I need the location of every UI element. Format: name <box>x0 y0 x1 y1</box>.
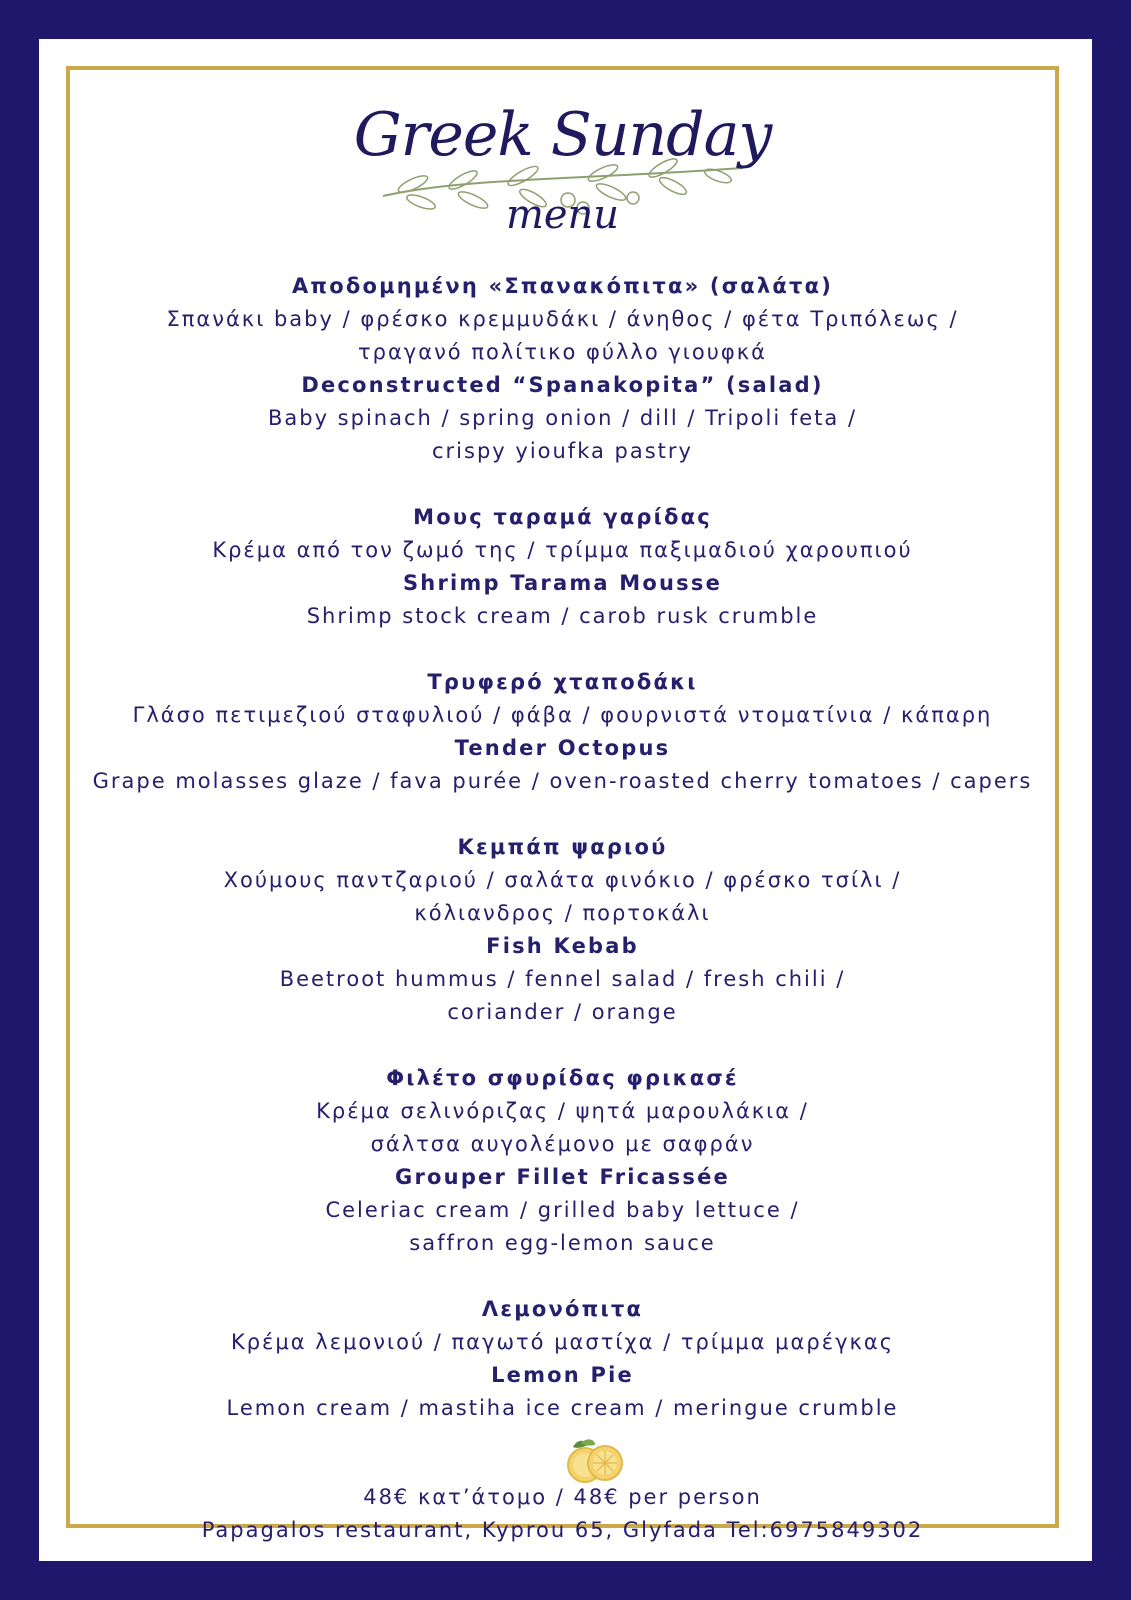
course-greek-title: Κεμπάπ ψαριού <box>457 835 668 859</box>
lemon-slices-icon <box>563 1437 627 1485</box>
course-greek-desc: τραγανό πολίτικο φύλλο γιουφκά <box>357 340 767 364</box>
course-greek-desc: Σπανάκι baby / φρέσκο κρεμμυδάκι / άνηθος / φέτα Τριπόλεως / <box>166 307 959 331</box>
course-greek-desc: Χούμους παντζαριού / σαλάτα φινόκιο / φρέσκο τσίλι / <box>223 868 902 892</box>
logo-subtitle: menu <box>505 192 620 238</box>
course-english-title: Deconstructed “Spanakopita” (salad) <box>301 373 824 397</box>
course-tarama <box>70 501 1055 633</box>
course-greek-title: Φιλέτο σφυρίδας φρικασέ <box>386 1066 739 1090</box>
menu-footer <box>70 1481 1055 1547</box>
course-greek-title: Μους ταραμά γαρίδας <box>413 505 712 529</box>
course-english-desc: Baby spinach / spring onion / dill / Tripoli feta / <box>267 406 858 430</box>
gold-frame <box>66 66 1059 1542</box>
course-grouper <box>70 1062 1055 1260</box>
course-english-desc: coriander / orange <box>447 1000 678 1024</box>
course-english-desc: crispy yioufka pastry <box>432 439 693 463</box>
course-spanakopita <box>70 270 1055 468</box>
course-greek-desc: σάλτσα αυγολέμονο με σαφράν <box>370 1132 755 1156</box>
course-english-desc: Shrimp stock cream / carob rusk crumble <box>306 604 819 628</box>
course-english-desc: Celeriac cream / grilled baby lettuce / <box>325 1198 800 1222</box>
course-english-title: Tender Octopus <box>454 736 671 760</box>
logo-title: Greek Sunday <box>353 100 772 170</box>
course-english-title: Fish Kebab <box>486 934 639 958</box>
course-english-title: Shrimp Tarama Mousse <box>402 571 723 595</box>
course-greek-desc: Γλάσο πετιμεζιού σταφυλιού / φάβα / φουρνιστά ντοματίνια / κάπαρη <box>132 703 993 727</box>
menu-courses <box>70 270 1055 1458</box>
course-english-desc: Beetroot hummus / fennel salad / fresh chili / <box>279 967 846 991</box>
course-english-desc: saffron egg-lemon sauce <box>409 1231 716 1255</box>
course-greek-desc: κόλιανδρος / πορτοκάλι <box>414 901 711 925</box>
course-english-title: Lemon Pie <box>491 1363 634 1387</box>
course-greek-desc: Κρέμα σελινόριζας / ψητά μαρουλάκια / <box>316 1099 809 1123</box>
course-english-desc: Grape molasses glaze / fava purée / oven-roasted cherry tomatoes / capers <box>92 769 1033 793</box>
course-greek-desc: Κρέμα λεμονιού / παγωτό μαστίχα / τρίμμα μαρέγκας <box>230 1330 895 1354</box>
course-greek-desc: Κρέμα από τον ζωμό της / τρίμμα παξιμαδιού χαρουπιού <box>212 538 913 562</box>
course-english-desc: Lemon cream / mastiha ice cream / meringue crumble <box>226 1396 899 1420</box>
course-fish-kebab <box>70 831 1055 1029</box>
course-octopus <box>70 666 1055 798</box>
menu-sheet <box>39 39 1092 1561</box>
course-greek-title: Αποδομημένη «Σπανακόπιτα» (σαλάτα) <box>291 274 834 298</box>
course-greek-title: Τρυφερό χταποδάκι <box>427 670 698 694</box>
address-line: Papagalos restaurant, Kyprou 65, Glyfada Tel:6975849302 <box>201 1518 924 1542</box>
course-english-title: Grouper Fillet Fricassée <box>395 1165 730 1189</box>
menu-logo <box>70 100 1055 250</box>
price-line: 48€ κατ’άτομο / 48€ per person <box>363 1485 762 1509</box>
course-greek-title: Λεμονόπιτα <box>481 1297 644 1321</box>
course-lemon-pie <box>70 1293 1055 1425</box>
